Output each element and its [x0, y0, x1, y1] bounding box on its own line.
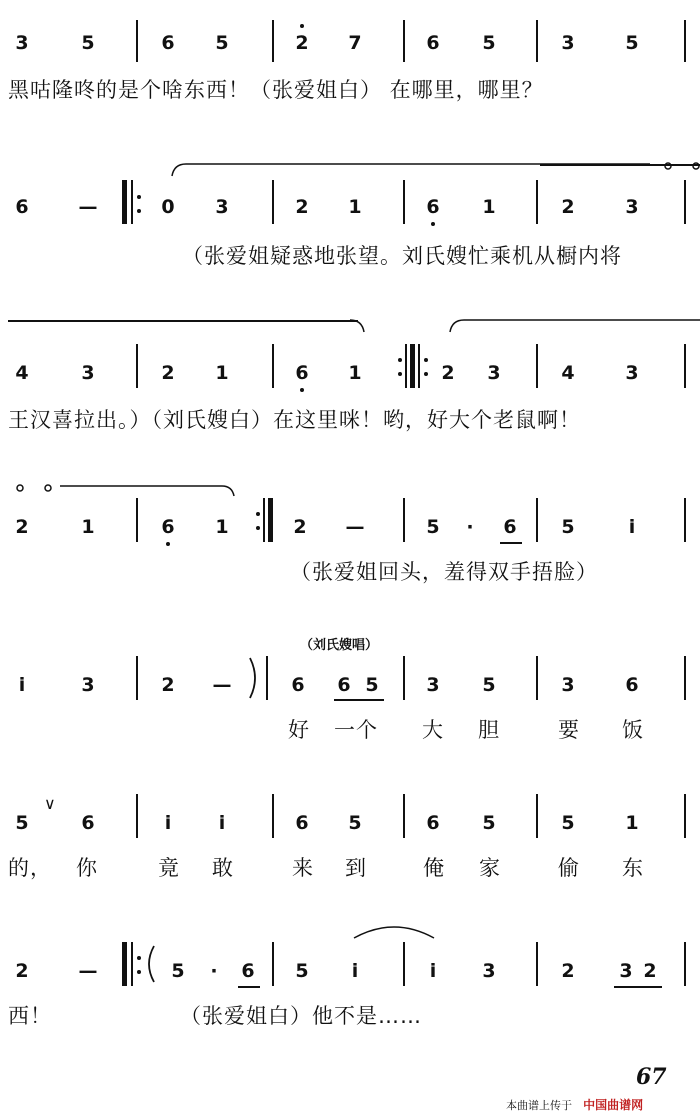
note: 5 — [171, 960, 185, 982]
note: 3 — [81, 674, 95, 696]
lyric-line: 黑咕隆咚的是个啥东西！（张爱姐白） 在哪里，哪里？ — [8, 78, 544, 102]
lyric-word: （张爱姐白）他不是…… — [180, 1004, 422, 1028]
note: 6 — [81, 812, 95, 834]
note: 2 — [295, 32, 309, 54]
lyric-word: 大 — [422, 718, 444, 742]
note: 6 — [625, 674, 639, 696]
note: i — [429, 960, 437, 982]
note: i — [164, 812, 172, 834]
note: 5 — [81, 32, 95, 54]
note: 3 — [561, 32, 575, 54]
note: 2 — [561, 196, 575, 218]
note: · — [210, 960, 218, 982]
note: 1 — [348, 362, 362, 384]
note: 3 — [15, 32, 29, 54]
lyric-word: 胆 — [478, 718, 500, 742]
note: 5 — [561, 516, 575, 538]
note: 3 — [561, 674, 575, 696]
page-number: 67 — [636, 1064, 667, 1090]
note: 6 — [295, 362, 309, 384]
note: 6 — [161, 516, 175, 538]
lyric-word: 偷 — [558, 856, 580, 880]
note: 6 — [426, 196, 440, 218]
note: 1 — [348, 196, 362, 218]
note: 0 — [161, 196, 175, 218]
lyric-word: 好 — [288, 718, 310, 742]
lyric-word: 西！ — [8, 1004, 52, 1028]
singer-annotation: （刘氏嫂唱） — [300, 638, 379, 653]
note: 6 — [295, 812, 309, 834]
note: 5 — [482, 32, 496, 54]
note: 5 — [482, 674, 496, 696]
note: i — [351, 960, 359, 982]
note: 1 — [215, 516, 229, 538]
note: 5 — [295, 960, 309, 982]
note: 7 — [348, 32, 362, 54]
note: 5 — [365, 674, 379, 696]
note: 1 — [625, 812, 639, 834]
site-logo: 中国曲谱网 — [583, 1098, 644, 1112]
note: 6 — [161, 32, 175, 54]
note: 1 — [482, 196, 496, 218]
note: 6 — [426, 32, 440, 54]
note: 2 — [15, 516, 29, 538]
note: — — [345, 516, 365, 538]
note: 3 — [426, 674, 440, 696]
note: 3 — [487, 362, 501, 384]
lyric-word: 要 — [558, 718, 580, 742]
note: — — [212, 674, 232, 696]
lyric-word: 家 — [479, 856, 501, 880]
note: i — [628, 516, 636, 538]
lyric-line: 王汉喜拉出。）（刘氏嫂白）在这里咪！哟，好大个老鼠啊！ — [8, 408, 581, 432]
note: 1 — [215, 362, 229, 384]
note: 6 — [426, 812, 440, 834]
note: 3 — [81, 362, 95, 384]
note: 6 — [503, 516, 517, 538]
note: 3 — [625, 362, 639, 384]
lyric-word: 的， — [8, 856, 52, 880]
note: 3 — [482, 960, 496, 982]
note: 5 — [348, 812, 362, 834]
note: 5 — [15, 812, 29, 834]
note: 4 — [561, 362, 575, 384]
footer-watermark — [506, 1094, 643, 1113]
note: 2 — [161, 674, 175, 696]
lyric-word: 来 — [292, 856, 314, 880]
note: i — [218, 812, 226, 834]
note: 6 — [291, 674, 305, 696]
note: · — [466, 516, 474, 538]
note: 4 — [15, 362, 29, 384]
note: — — [78, 196, 98, 218]
note: 2 — [441, 362, 455, 384]
lyric-word: 一个 — [334, 718, 378, 742]
note: 1 — [81, 516, 95, 538]
note: i — [18, 674, 26, 696]
note: 6 — [337, 674, 351, 696]
lyric-line: （张爱姐回头，羞得双手捂脸） — [290, 560, 598, 584]
note: — — [78, 960, 98, 982]
footer-upload-text: 本曲谱上传于 — [506, 1099, 572, 1112]
note: 6 — [15, 196, 29, 218]
lyric-word: 东 — [622, 856, 644, 880]
note: 6 — [241, 960, 255, 982]
lyric-line: （张爱姐疑惑地张望。刘氏嫂忙乘机从橱内将 — [182, 244, 622, 268]
note: 5 — [561, 812, 575, 834]
note: 2 — [295, 196, 309, 218]
note: 2 — [561, 960, 575, 982]
note: 5 — [625, 32, 639, 54]
note: 5 — [426, 516, 440, 538]
note: 2 — [161, 362, 175, 384]
note: 2 — [15, 960, 29, 982]
note: 5 — [215, 32, 229, 54]
note: 5 — [482, 812, 496, 834]
note: 3 — [215, 196, 229, 218]
note: 2 — [643, 960, 657, 982]
note: 3 — [625, 196, 639, 218]
lyric-word: 敢 — [212, 856, 234, 880]
lyric-word: 俺 — [423, 856, 445, 880]
lyric-word: 到 — [345, 856, 367, 880]
lyric-word: 你 — [76, 856, 98, 880]
note: 2 — [293, 516, 307, 538]
breath-mark: ∨ — [44, 794, 56, 813]
lyric-word: 竟 — [158, 856, 180, 880]
lyric-word: 饭 — [622, 718, 644, 742]
note: 3 — [619, 960, 633, 982]
